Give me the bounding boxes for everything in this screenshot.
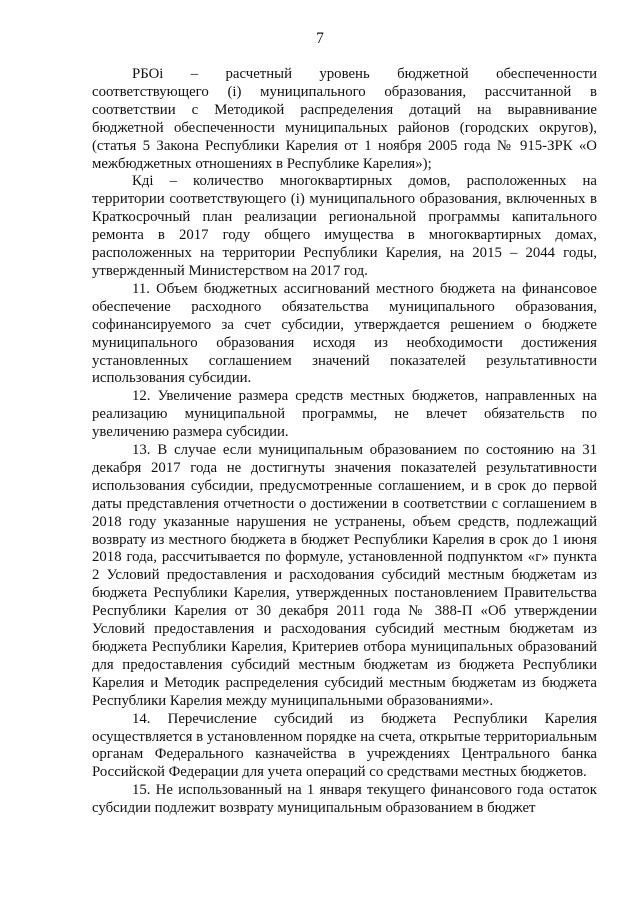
paragraph-12: 12. Увеличение размера средств местных бюджетов, направленных на реализацию муниципальной программы, не влечет обязательств по увеличению размера субсидии. xyxy=(92,388,597,441)
paragraph-kdi-definition: Кдi – количество многоквартирных домов, расположенных на территории соответствующего (i) муниципального образования, включенных в Краткосрочный план реализации региональной программы капитального ремонта в 2017 году общего имущества в многоквартирных домах, расположенных на территории Республики Карелия, на 2015 – 2044 годы, утвержденный Министерством на 2017 год. xyxy=(92,173,597,279)
paragraph-14: 14. Перечисление субсидий из бюджета Республики Карелия осуществляется в установленном порядке на счета, открытые территориальным органам Федерального казначейства в учреждениях Центрального банка Российской Федерации для учета операций со средствами местных бюджетов. xyxy=(92,710,597,781)
paragraph-15: 15. Не использованный на 1 января текущего финансового года остаток субсидии подлежит возврату муниципальным образованием в бюджет xyxy=(92,782,597,817)
paragraph-rboi-definition: РБОi – расчетный уровень бюджетной обеспеченности соответствующего (i) муниципального образования, рассчитанной в соответствии с Методикой распределения дотаций на выравнивание бюджетной обеспеченности муниципальных районов (городских округов), (статья 5 Закона Республики Карелия от 1 ноября 2005 года № 915-ЗРК «О межбюджетных отношениях в Республике Карелия»); xyxy=(92,66,597,172)
paragraph-11: 11. Объем бюджетных ассигнований местного бюджета на финансовое обеспечение расходного обязательства муниципального образования, софинансируемого за счет субсидии, утверждается решением о бюджете муниципального образования исходя из необходимости достижения установленных соглашением значений показателей результативности использования субсидии. xyxy=(92,280,597,387)
page-number: 7 xyxy=(316,30,324,47)
paragraph-13: 13. В случае если муниципальным образованием по состоянию на 31 декабря 2017 года не достигнуты значения показателей результативности использования субсидии, предусмотренные соглашением, и в срок до первой даты представления отчетности о достижении в соответствии с соглашением в 2018 году указанные нарушения не устранены, объем средств, подлежащий возврату из местного бюджета в бюджет Республики Карелия в срок до 1 июня 2018 года, рассчитывается по формуле, установленной подпунктом «г» пункта 2 Условий предоставления и расходования субсидий местным бюджетам из бюджета Республики Карелия, утвержденных постановлением Правительства Республики Карелия от 30 декабря 2011 года № 388-П «Об утверждении Условий предоставления и расходования субсидий местным бюджетам из бюджета Республики Карелия, Критериев отбора муниципальных образований для предоставления субсидий местным бюджетам из бюджета Республики Карелия и Методик распределения субсидий местным бюджетам из бюджета Республики Карелия между муниципальными образованиями». xyxy=(92,442,597,709)
document-body xyxy=(92,66,597,818)
